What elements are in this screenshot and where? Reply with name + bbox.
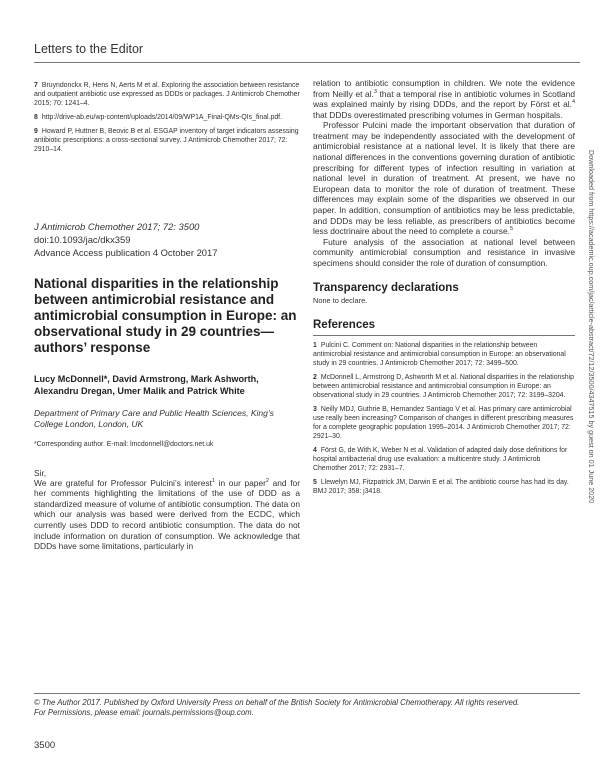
- reference-item: [313, 406, 575, 442]
- reference-item: [34, 128, 300, 155]
- right-column: [313, 78, 575, 502]
- salutation: Sir,: [34, 467, 47, 478]
- body-paragraph-3: Professor Pulcini made the important observation that duration of treatment may be independently associated with the development of antimicrobial resistance at a national level. It is likely that there are national differences in the conventions governing duration of antibiotic prescribing for different types of infection resulting in variation at national level in duration of treatment. At present, we have no European data to monitor the role of duration of treatment. These differences may explain some of the disparities we observed in our paper. In addition, consumption of antibiotics may be less predictable, and DDDs may be less reliable, as prescribers of antibiotics become less doctrinaire about the need to complete a course.$^5$: [313, 120, 575, 237]
- reference-text: Neilly MDJ, Guthrie B, Hernandez Santiago V et al. Has primary care antimicrobial use really been increasing? Comparison of changes in different prescribing measures for a complete geographic population 1995–2014. J Antimicrob Chemother 2017; 72: 2921–30.: [313, 406, 574, 441]
- author-list: Lucy McDonnell*, David Armstrong, Mark Ashworth, Alexandru Dregan, Umer Malik and Patrick White: [34, 373, 259, 397]
- citation-block: [34, 221, 300, 260]
- reference-item: [34, 82, 300, 109]
- reference-text: Howard P, Huttner B, Beovic B et al. ESGAP inventory of target indicators assessing antibiotic prescriptions: a cross-sectional survey. J Antimicrob Chemother 2017; 72: 2910–14.: [34, 127, 299, 153]
- body-paragraph-1: We are grateful for Professor Pulcini’s interest$^1$ in our paper$^2$ and for her comments highlighting the limitations of the use of DDD as a standardized measure of volume of antibiotic consumption. The data on which our analysis was based were derived from the ECDC, which currently uses DDD to record antibiotic consumption. The data do not include information on duration of consumption. We acknowledge that DDDs have some limitations, particularly in: [34, 477, 300, 552]
- reference-link[interactable]: http://drive-ab.eu/wp-content/uploads/2014/09/WP1A_Final-QMs-QIs_final.pdf.: [41, 113, 282, 121]
- permissions-line[interactable]: For Permissions, please email: journals.permissions@oup.com.: [34, 708, 254, 718]
- reference-item: [34, 114, 300, 123]
- reference-text: Pulcini C. Comment on: National disparities in the relationship between antimicrobial resistance and antimicrobial consumption in Europe: an observational study in 29 countries. J Antimicrob Chemother 2017; 72: 3499–500.: [313, 342, 566, 368]
- reference-number: 4: [313, 447, 317, 455]
- article-title: National disparities in the relationship between antimicrobial resistance and antimicrobial consumption in Europe: an observational study in 29 countries—authors’ response: [34, 275, 297, 356]
- reference-text: Bruyndonckx R, Hens N, Aerts M et al. Exploring the association between resistance and outpatient antibiotic use expressed as DDDs or packages. J Antimicrob Chemother 2015; 70: 1241–4.: [34, 82, 300, 107]
- reference-text: Llewelyn MJ, Fitzpatrick JM, Darwin E et al. The antibiotic course has had its day. BMJ 2017; 358: j3418.: [313, 479, 569, 495]
- transparency-text: None to declare.: [313, 296, 368, 306]
- reference-number: 7: [34, 82, 38, 89]
- header-divider: [34, 62, 580, 63]
- citation-marker[interactable]: 5: [509, 226, 513, 233]
- running-header: Letters to the Editor: [34, 42, 144, 56]
- reference-item: [313, 447, 575, 474]
- reference-number: 3: [313, 406, 317, 414]
- corresponding-author: *Corresponding author. E-mail: lmcdonnell@doctors.net.uk: [34, 440, 214, 448]
- references-list: [313, 342, 575, 497]
- reference-item: [313, 342, 575, 369]
- footer-divider: [34, 693, 580, 694]
- reference-item: [313, 374, 575, 401]
- citation-marker[interactable]: 3: [373, 88, 377, 95]
- journal-citation: J Antimicrob Chemother 2017; 72: 3500: [34, 220, 200, 232]
- references-divider: [313, 335, 575, 336]
- reference-text: Först G, de With K, Weber N et al. Validation of adapted daily dose definitions for hospital antibacterial drug use evaluation: a multicentre study. J Antimicrob Chemother 2017; 72: 2931–7.: [313, 447, 568, 473]
- reference-number: 1: [313, 342, 317, 350]
- reference-number: 9: [34, 127, 38, 135]
- copyright-footer: [34, 698, 580, 718]
- references-heading: References: [313, 319, 376, 332]
- transparency-heading: Transparency declarations: [313, 282, 459, 295]
- previous-references: [34, 82, 300, 155]
- citation-marker[interactable]: 4: [571, 99, 575, 106]
- body-paragraph-2: relation to antibiotic consumption in children. We note the evidence from Neilly et al.$^3$ that a temporal rise in antibiotic volumes in Scotland was explained mainly by rising DDDs, and the report by Först et al.$^4$ that DDDs overestimated prescribing volumes in German hospitals.: [313, 78, 575, 120]
- body-paragraph-4: Future analysis of the association at national level between community antimicrobial consumption and resistance in invasive specimens should consider the role of duration of consumption.: [313, 236, 575, 268]
- doi[interactable]: doi:10.1093/jac/dkx359: [34, 233, 131, 245]
- advance-access: Advance Access publication 4 October 2017: [34, 246, 218, 258]
- reference-text: McDonnell L, Armstrong D, Ashworth M et al. National disparities in the relationship between antimicrobial resistance and antimicrobial consumption in Europe: an observational study in 29 countries. J Antimicrob Chemother 2017; 72: 3199–3204.: [313, 374, 574, 400]
- reference-number: 2: [313, 374, 317, 382]
- affiliation: Department of Primary Care and Public Health Sciences, King’s College London, London, UK: [34, 407, 274, 430]
- page-number: 3500: [34, 740, 56, 751]
- reference-number: 5: [313, 479, 317, 486]
- citation-marker[interactable]: 1: [211, 477, 215, 484]
- left-column: [34, 82, 300, 552]
- reference-item: [313, 479, 575, 497]
- download-watermark: Downloaded from https://academic.oup.com/jac/article-abstract/72/12/3500/4347515 by guest on 01 June 2020: [587, 150, 596, 504]
- copyright-line: © The Author 2017. Published by Oxford University Press on behalf of the British Society for Antimicrobial Chemotherapy. All rights reserved.: [34, 698, 520, 707]
- reference-number: 8: [34, 113, 38, 121]
- citation-marker[interactable]: 2: [265, 477, 269, 484]
